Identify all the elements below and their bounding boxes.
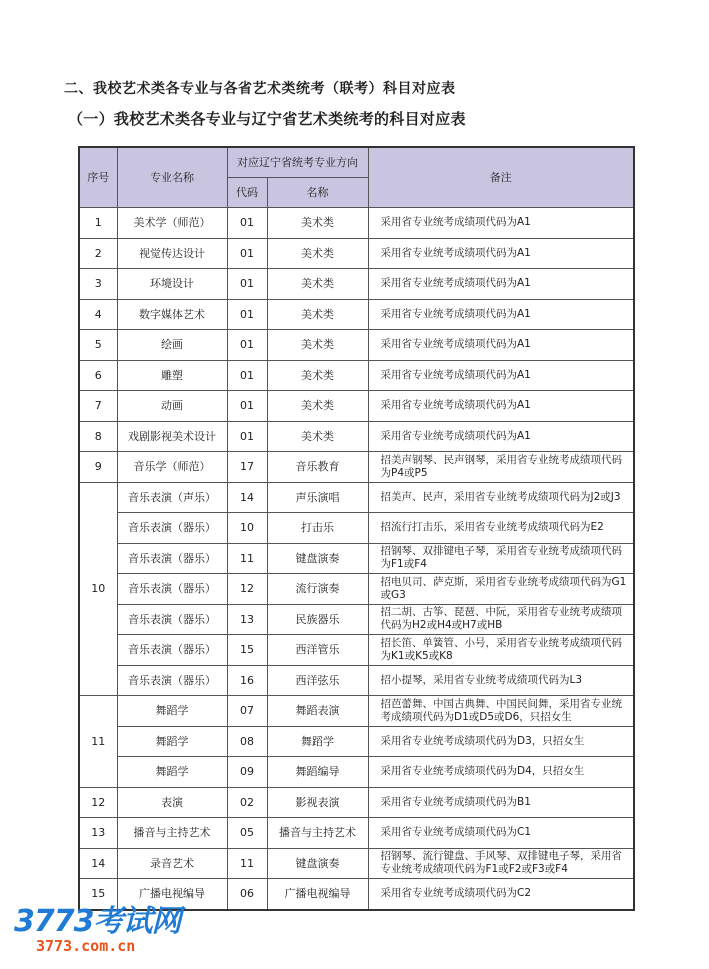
cell-major: 环境设计 [117,269,227,300]
cell-code: 09 [227,757,267,788]
logo-main-text: 3773考试网 [14,904,181,939]
cell-major: 视觉传达设计 [117,238,227,269]
table-row [79,299,634,330]
cell-note: 招美声钢琴、民声钢琴，采用省专业统考成绩项代码为P4或P5 [368,452,634,483]
cell-code: 10 [227,513,267,544]
cell-name: 键盘演奏 [267,848,368,879]
cell-major: 音乐表演（器乐） [117,574,227,605]
table-row [79,848,634,879]
cell-note: 采用省专业统考成绩项代码为A1 [368,299,634,330]
cell-code: 01 [227,360,267,391]
cell-major: 雕塑 [117,360,227,391]
cell-major: 音乐表演（器乐） [117,543,227,574]
subsection-heading: （一）我校艺术类各专业与辽宁省艺术类统考的科目对应表 [68,110,466,128]
table-row [79,726,634,757]
cell-name: 美术类 [267,330,368,361]
cell-name: 美术类 [267,391,368,422]
table-row [79,360,634,391]
cell-code: 16 [227,665,267,696]
cell-major: 绘画 [117,330,227,361]
cell-name: 西洋管乐 [267,635,368,666]
cell-code: 05 [227,818,267,849]
cell-note: 采用省专业统考成绩项代码为D4，只招女生 [368,757,634,788]
cell-code: 07 [227,696,267,727]
cell-name: 键盘演奏 [267,543,368,574]
cell-code: 01 [227,238,267,269]
table-row [79,269,634,300]
table-row [79,391,634,422]
cell-note: 招钢琴、双排键电子琴，采用省专业统考成绩项代码为F1或F4 [368,543,634,574]
cell-note: 采用省专业统考成绩项代码为C2 [368,879,634,910]
cell-name: 民族器乐 [267,604,368,635]
cell-major: 音乐表演（器乐） [117,513,227,544]
cell-code: 01 [227,330,267,361]
cell-major: 广播电视编导 [117,879,227,910]
cell-name: 美术类 [267,238,368,269]
header-major: 专业名称 [117,147,227,208]
table-row [79,330,634,361]
cell-no: 4 [79,299,117,330]
cell-code: 13 [227,604,267,635]
cell-name: 流行演奏 [267,574,368,605]
cell-note: 采用省专业统考成绩项代码为C1 [368,818,634,849]
cell-code: 11 [227,543,267,574]
cell-major: 播音与主持艺术 [117,818,227,849]
cell-major: 音乐学（师范） [117,452,227,483]
header-direction: 对应辽宁省统考专业方向 [227,147,368,178]
cell-no: 7 [79,391,117,422]
cell-note: 采用省专业统考成绩项代码为B1 [368,787,634,818]
cell-no: 14 [79,848,117,879]
cell-no: 6 [79,360,117,391]
cell-major: 美术学（师范） [117,208,227,239]
table-row [79,696,634,727]
table-row [79,208,634,239]
cell-major: 音乐表演（声乐） [117,482,227,513]
cell-major: 戏剧影视美术设计 [117,421,227,452]
table-row [79,238,634,269]
cell-code: 01 [227,391,267,422]
cell-no: 2 [79,238,117,269]
cell-no: 5 [79,330,117,361]
cell-note: 采用省专业统考成绩项代码为A1 [368,238,634,269]
cell-major: 舞蹈学 [117,696,227,727]
cell-name: 美术类 [267,421,368,452]
cell-note: 采用省专业统考成绩项代码为A1 [368,421,634,452]
cell-note: 采用省专业统考成绩项代码为D3，只招女生 [368,726,634,757]
cell-name: 广播电视编导 [267,879,368,910]
cell-major: 舞蹈学 [117,726,227,757]
cell-no: 10 [79,482,117,696]
cell-note: 招小提琴，采用省专业统考成绩项代码为L3 [368,665,634,696]
logo-url-text: 3773.com.cn [36,937,136,955]
cell-no: 15 [79,879,117,910]
cell-name: 舞蹈学 [267,726,368,757]
table-row [79,421,634,452]
cell-major: 音乐表演（器乐） [117,665,227,696]
cell-major: 音乐表演（器乐） [117,635,227,666]
table-row [79,543,634,574]
cell-code: 17 [227,452,267,483]
table-row [79,635,634,666]
cell-note: 招钢琴、流行键盘、手风琴、双排键电子琴，采用省专业统考成绩项代码为F1或F2或F3或F4 [368,848,634,879]
cell-note: 招美声、民声，采用省专业统考成绩项代码为J2或J3 [368,482,634,513]
cell-code: 06 [227,879,267,910]
table-row [79,574,634,605]
header-note: 备注 [368,147,634,208]
table-row [79,665,634,696]
header-name: 名称 [267,178,368,208]
cell-name: 美术类 [267,360,368,391]
table-row [79,482,634,513]
cell-note: 采用省专业统考成绩项代码为A1 [368,391,634,422]
cell-note: 采用省专业统考成绩项代码为A1 [368,360,634,391]
cell-code: 01 [227,208,267,239]
cell-code: 02 [227,787,267,818]
cell-no: 9 [79,452,117,483]
cell-name: 打击乐 [267,513,368,544]
table-row [79,452,634,483]
cell-code: 01 [227,299,267,330]
cell-name: 美术类 [267,208,368,239]
cell-note: 招流行打击乐，采用省专业统考成绩项代码为E2 [368,513,634,544]
cell-code: 14 [227,482,267,513]
table-row [79,787,634,818]
section-heading: 二、我校艺术类各专业与各省艺术类统考（联考）科目对应表 [64,81,456,97]
cell-code: 11 [227,848,267,879]
cell-code: 01 [227,269,267,300]
header-code: 代码 [227,178,267,208]
cell-name: 播音与主持艺术 [267,818,368,849]
cell-name: 音乐教育 [267,452,368,483]
cell-note: 招电贝司、萨克斯，采用省专业统考成绩项代码为G1或G3 [368,574,634,605]
cell-name: 美术类 [267,299,368,330]
cell-note: 采用省专业统考成绩项代码为A1 [368,269,634,300]
table-row [79,513,634,544]
table-row [79,757,634,788]
table-row [79,604,634,635]
table-body [79,208,634,910]
cell-name: 西洋弦乐 [267,665,368,696]
cell-major: 录音艺术 [117,848,227,879]
watermark-logo [14,906,181,954]
cell-major: 数字媒体艺术 [117,299,227,330]
cell-code: 15 [227,635,267,666]
cell-no: 11 [79,696,117,788]
cell-name: 美术类 [267,269,368,300]
cell-no: 1 [79,208,117,239]
cell-note: 采用省专业统考成绩项代码为A1 [368,208,634,239]
cell-note: 采用省专业统考成绩项代码为A1 [368,330,634,361]
cell-note: 招二胡、古筝、琵琶、中阮，采用省专业统考成绩项代码为H2或H4或H7或HB [368,604,634,635]
table-row [79,818,634,849]
header-no: 序号 [79,147,117,208]
cell-name: 舞蹈编导 [267,757,368,788]
cell-no: 12 [79,787,117,818]
cell-name: 声乐演唱 [267,482,368,513]
cell-major: 音乐表演（器乐） [117,604,227,635]
cell-code: 12 [227,574,267,605]
cell-name: 舞蹈表演 [267,696,368,727]
cell-name: 影视表演 [267,787,368,818]
cell-no: 13 [79,818,117,849]
cell-code: 08 [227,726,267,757]
cell-note: 招芭蕾舞、中国古典舞、中国民间舞，采用省专业统考成绩项代码为D1或D5或D6，只招女生 [368,696,634,727]
cell-no: 3 [79,269,117,300]
cell-major: 动画 [117,391,227,422]
cell-code: 01 [227,421,267,452]
cell-major: 舞蹈学 [117,757,227,788]
cell-note: 招长笛、单簧管、小号，采用省专业统考成绩项代码为K1或K5或K8 [368,635,634,666]
cell-major: 表演 [117,787,227,818]
subject-mapping-table [78,146,635,911]
cell-no: 8 [79,421,117,452]
